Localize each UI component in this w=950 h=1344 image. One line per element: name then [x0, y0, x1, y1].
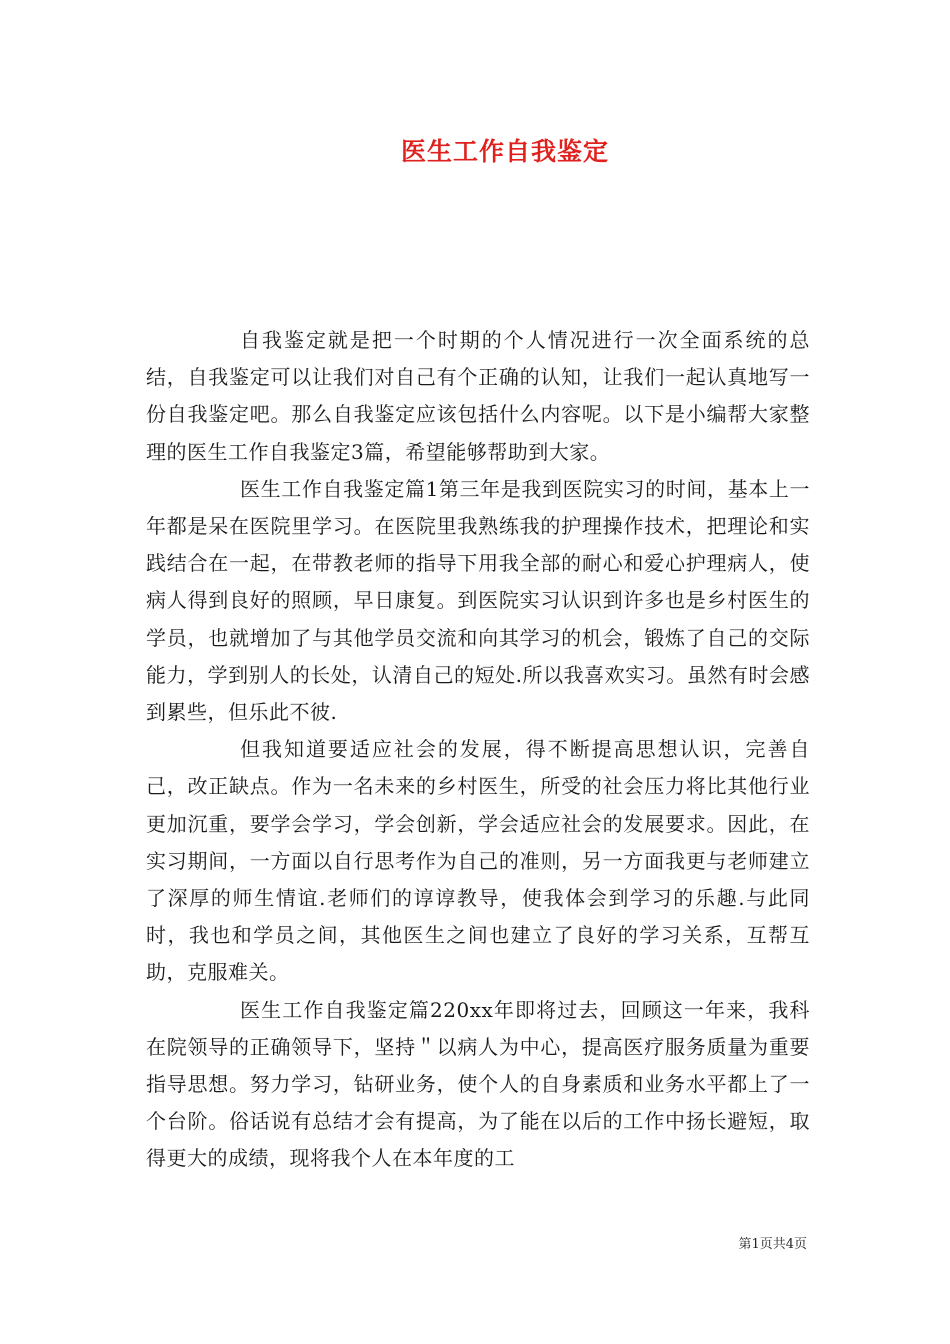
- document-title: 医生工作自我鉴定: [400, 137, 609, 166]
- page-number-footer: 第1页共4页: [738, 1237, 807, 1252]
- paragraph-intro: 自我鉴定就是把一个时期的个人情况进行一次全面系统的总结，自我鉴定可以让我们对自己有个正确的认知，让我们一起认真地写一份自我鉴定吧。那么自我鉴定应该包括什么内容呢。以下是小编帮大家整理的医生工作自我鉴定3篇，希望能够帮助到大家。: [146, 328, 810, 464]
- paragraph-article-1: 医生工作自我鉴定篇1第三年是我到医院实习的时间，基本上一年都是呆在医院里学习。在医院里我熟练我的护理操作技术，把理论和实践结合在一起，在带教老师的指导下用我全部的耐心和爱心护理病人，使病人得到良好的照顾，早日康复。到医院实习认识到许多也是乡村医生的学员，也就增加了与其他学员交流和向其学习的机会，锻炼了自己的交际能力，学到别人的长处，认清自己的短处.所以我喜欢实习。虽然有时会感到累些，但乐此不彼.: [146, 476, 810, 725]
- paragraph-article-2: 医生工作自我鉴定篇220xx年即将过去，回顾这一年来，我科在院领导的正确领导下，坚持＂以病人为中心，提高医疗服务质量为重要指导思想。努力学习，钻研业务，使个人的自身素质和业务水平都上了一个台阶。俗话说有总结才会有提高，为了能在以后的工作中扬长避短，取得更大的成绩，现将我个人在本年度的工: [146, 997, 810, 1171]
- paragraph-article-1-continued: 但我知道要适应社会的发展，得不断提高思想认识，完善自己，改正缺点。作为一名未来的乡村医生，所受的社会压力将比其他行业更加沉重，要学会学习，学会创新，学会适应社会的发展要求。因此，在实习期间，一方面以自行思考作为自己的准则，另一方面我更与老师建立了深厚的师生情谊.老师们的谆谆教导，使我体会到学习的乐趣.与此同时，我也和学员之间，其他医生之间也建立了良好的学习关系，互帮互助，克服难关。: [146, 737, 810, 985]
- document-body: [146, 322, 810, 1178]
